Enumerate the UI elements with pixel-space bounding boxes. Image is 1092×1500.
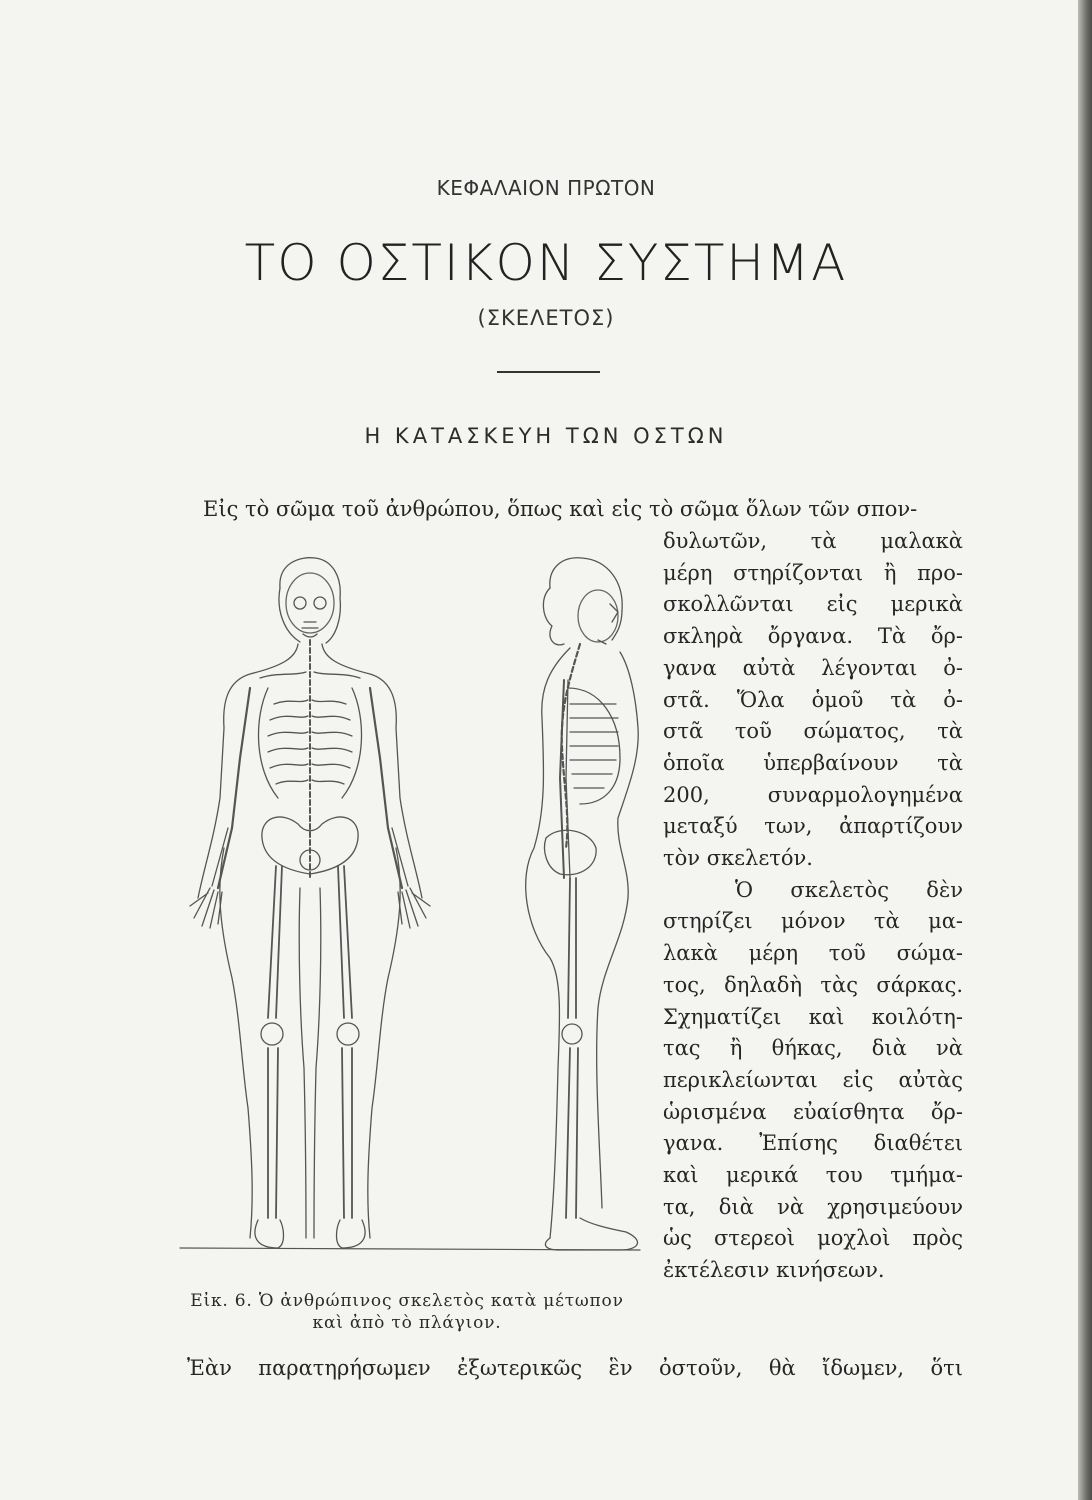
caption-line: Εἰκ. 6. Ὁ ἀνθρώπινος σκελετὸς κατὰ μέτωπον (190, 1291, 624, 1311)
skeleton-illustration (150, 548, 662, 1268)
title-divider (497, 371, 600, 373)
text-line: σκολλῶνται εἰς μερικὰ (663, 592, 963, 617)
front-skeleton (190, 558, 430, 1248)
scan-page-edge (1078, 0, 1092, 1500)
text-line: ὡρισμένα εὐαίσθητα ὄρ- (663, 1099, 963, 1124)
text-line: στηρίζει μόνον τὰ μα- (663, 909, 963, 934)
text-line: Σχηματίζει καὶ κοιλότη- (663, 1004, 963, 1029)
paragraph-last-line: Ἐὰν παρατηρήσωμεν ἐξωτερικῶς ἓν ὀστοῦν, θὰ ἴδωμεν, ὅτι (187, 1356, 963, 1380)
text-line: στᾶ τοῦ σώματος, τὰ (663, 719, 963, 744)
side-skeleton (526, 558, 639, 1250)
text-line: τος, δηλαδὴ τὰς σάρκας. (663, 972, 963, 997)
text-line: ὡς στερεοὶ μοχλοὶ πρὸς (663, 1226, 963, 1251)
text-line: σκληρὰ ὄργανα. Τὰ ὄρ- (663, 624, 963, 649)
text-line: τα, διὰ νὰ χρησιμεύουν (663, 1194, 963, 1219)
text-line: λακὰ μέρη τοῦ σώμα- (663, 941, 963, 966)
text-line: Ὁ σκελετὸς δὲν (735, 877, 963, 902)
text-line: δυλωτῶν, τὰ μαλακὰ (663, 529, 963, 553)
caption-line: καὶ ἀπὸ τὸ πλάγιον. (312, 1313, 502, 1333)
text-line: τὸν σκελετόν. (663, 846, 813, 871)
text-line: ὁποῖα ὑπερβαίνουν τὰ (663, 750, 963, 775)
section-title: Η ΚΑΤΑΣΚΕΥΗ ΤΩΝ ΟΣΤΩΝ (364, 424, 728, 448)
text-line: στᾶ. Ὅλα ὁμοῦ τὰ ὀ- (663, 687, 963, 712)
text-line: 200, συναρμολογημένα (663, 782, 963, 807)
text-line: μεταξύ των, ἀπαρτίζουν (663, 814, 963, 839)
text-column (663, 526, 963, 1287)
text-line: μέρη στηρίζονται ἢ προ- (663, 560, 963, 585)
figure-caption (157, 1290, 657, 1334)
text-line: καὶ μερικά του τμήμα- (663, 1163, 963, 1188)
page-subtitle: (ΣΚΕΛΕΤΟΣ) (477, 306, 615, 330)
text-line: τας ἢ θήκας, διὰ νὰ (663, 1036, 963, 1061)
text-line: περικλείωνται εἰς αὐτὰς (663, 1067, 963, 1092)
chapter-label: ΚΕΦΑΛΑΙΟΝ ΠΡΩΤΟΝ (436, 176, 656, 200)
text-line: γανα αὐτὰ λέγονται ὀ- (663, 655, 963, 680)
paragraph-first-line: Εἰς τὸ σῶμα τοῦ ἀνθρώπου, ὅπως καὶ εἰς τὸ σῶμα ὅλων τῶν σπον- (203, 497, 918, 521)
text-line: γανα. Ἐπίσης διαθέτει (663, 1131, 963, 1156)
page-title: ΤΟ ΟΣΤΙΚΟΝ ΣΥΣΤΗΜΑ (244, 234, 848, 292)
text-line: ἐκτέλεσιν κινήσεων. (663, 1258, 885, 1283)
